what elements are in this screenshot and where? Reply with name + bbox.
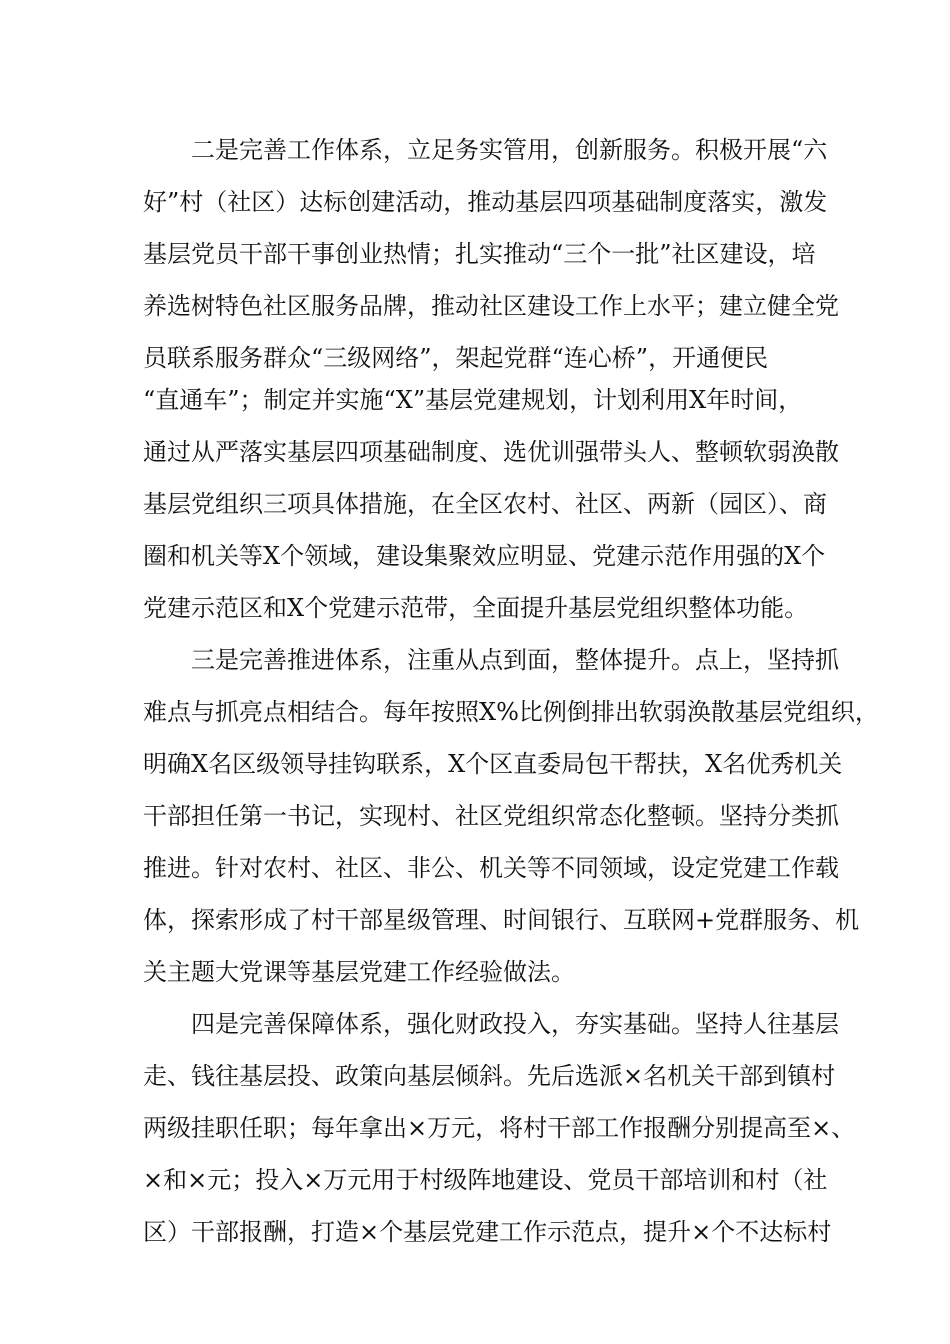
text-line: 走、钱往基层投、政策向基层倾斜。先后选派×名机关干部到镇村 <box>143 1062 836 1090</box>
text-line: 明确X名区级领导挂钩联系，X个区直委局包干帮扶，X名优秀机关 <box>143 750 843 778</box>
text-line: 区）干部报酬，打造×个基层党建工作示范点，提升×个不达标村 <box>143 1218 832 1246</box>
text-line: 圈和机关等X个领域，建设集聚效应明显、党建示范作用强的X个 <box>143 542 826 570</box>
text-line: 干部担任第一书记，实现村、社区党组织常态化整顿。坚持分类抓 <box>143 802 839 830</box>
text-line: 四是完善保障体系，强化财政投入，夯实基础。坚持人往基层 <box>143 1010 839 1038</box>
text-line: 基层党组织三项具体措施，在全区农村、社区、两新（园区）、商 <box>143 490 827 518</box>
text-line: 推进。针对农村、社区、非公、机关等不同领域，设定党建工作载 <box>143 854 839 882</box>
text-line: 基层党员干部干事创业热情；扎实推动“三个一批”社区建设，培 <box>143 240 816 268</box>
text-line: 通过从严落实基层四项基础制度、选优训强带头人、整顿软弱涣散 <box>143 438 839 466</box>
text-line: 好”村（社区）达标创建活动，推动基层四项基础制度落实，激发 <box>143 188 828 216</box>
text-line: 二是完善工作体系，立足务实管用，创新服务。积极开展“六 <box>143 136 828 164</box>
text-line: 员联系服务群众“三级网络”，架起党群“连心桥”，开通便民 <box>143 344 769 372</box>
text-line: 养选树特色社区服务品牌，推动社区建设工作上水平；建立健全党 <box>143 292 839 320</box>
text-line: 党建示范区和X个党建示范带，全面提升基层党组织整体功能。 <box>143 594 809 622</box>
text-line: 三是完善推进体系，注重从点到面，整体提升。点上，坚持抓 <box>143 646 839 674</box>
text-line: 难点与抓亮点相结合。每年按照X%比例倒排出软弱涣散基层党组织， <box>143 698 879 726</box>
text-line: 两级挂职任职；每年拿出×万元，将村干部工作报酬分别提高至×、 <box>143 1114 856 1142</box>
text-line: 关主题大党课等基层党建工作经验做法。 <box>143 958 575 986</box>
text-line: 体，探索形成了村干部星级管理、时间银行、互联网+党群服务、机 <box>143 906 860 934</box>
text-line: ×和×元；投入×万元用于村级阵地建设、党员干部培训和村（社 <box>143 1166 828 1194</box>
text-line: “直通车”；制定并实施“X”基层党建规划，计划利用X年时间， <box>143 386 803 414</box>
